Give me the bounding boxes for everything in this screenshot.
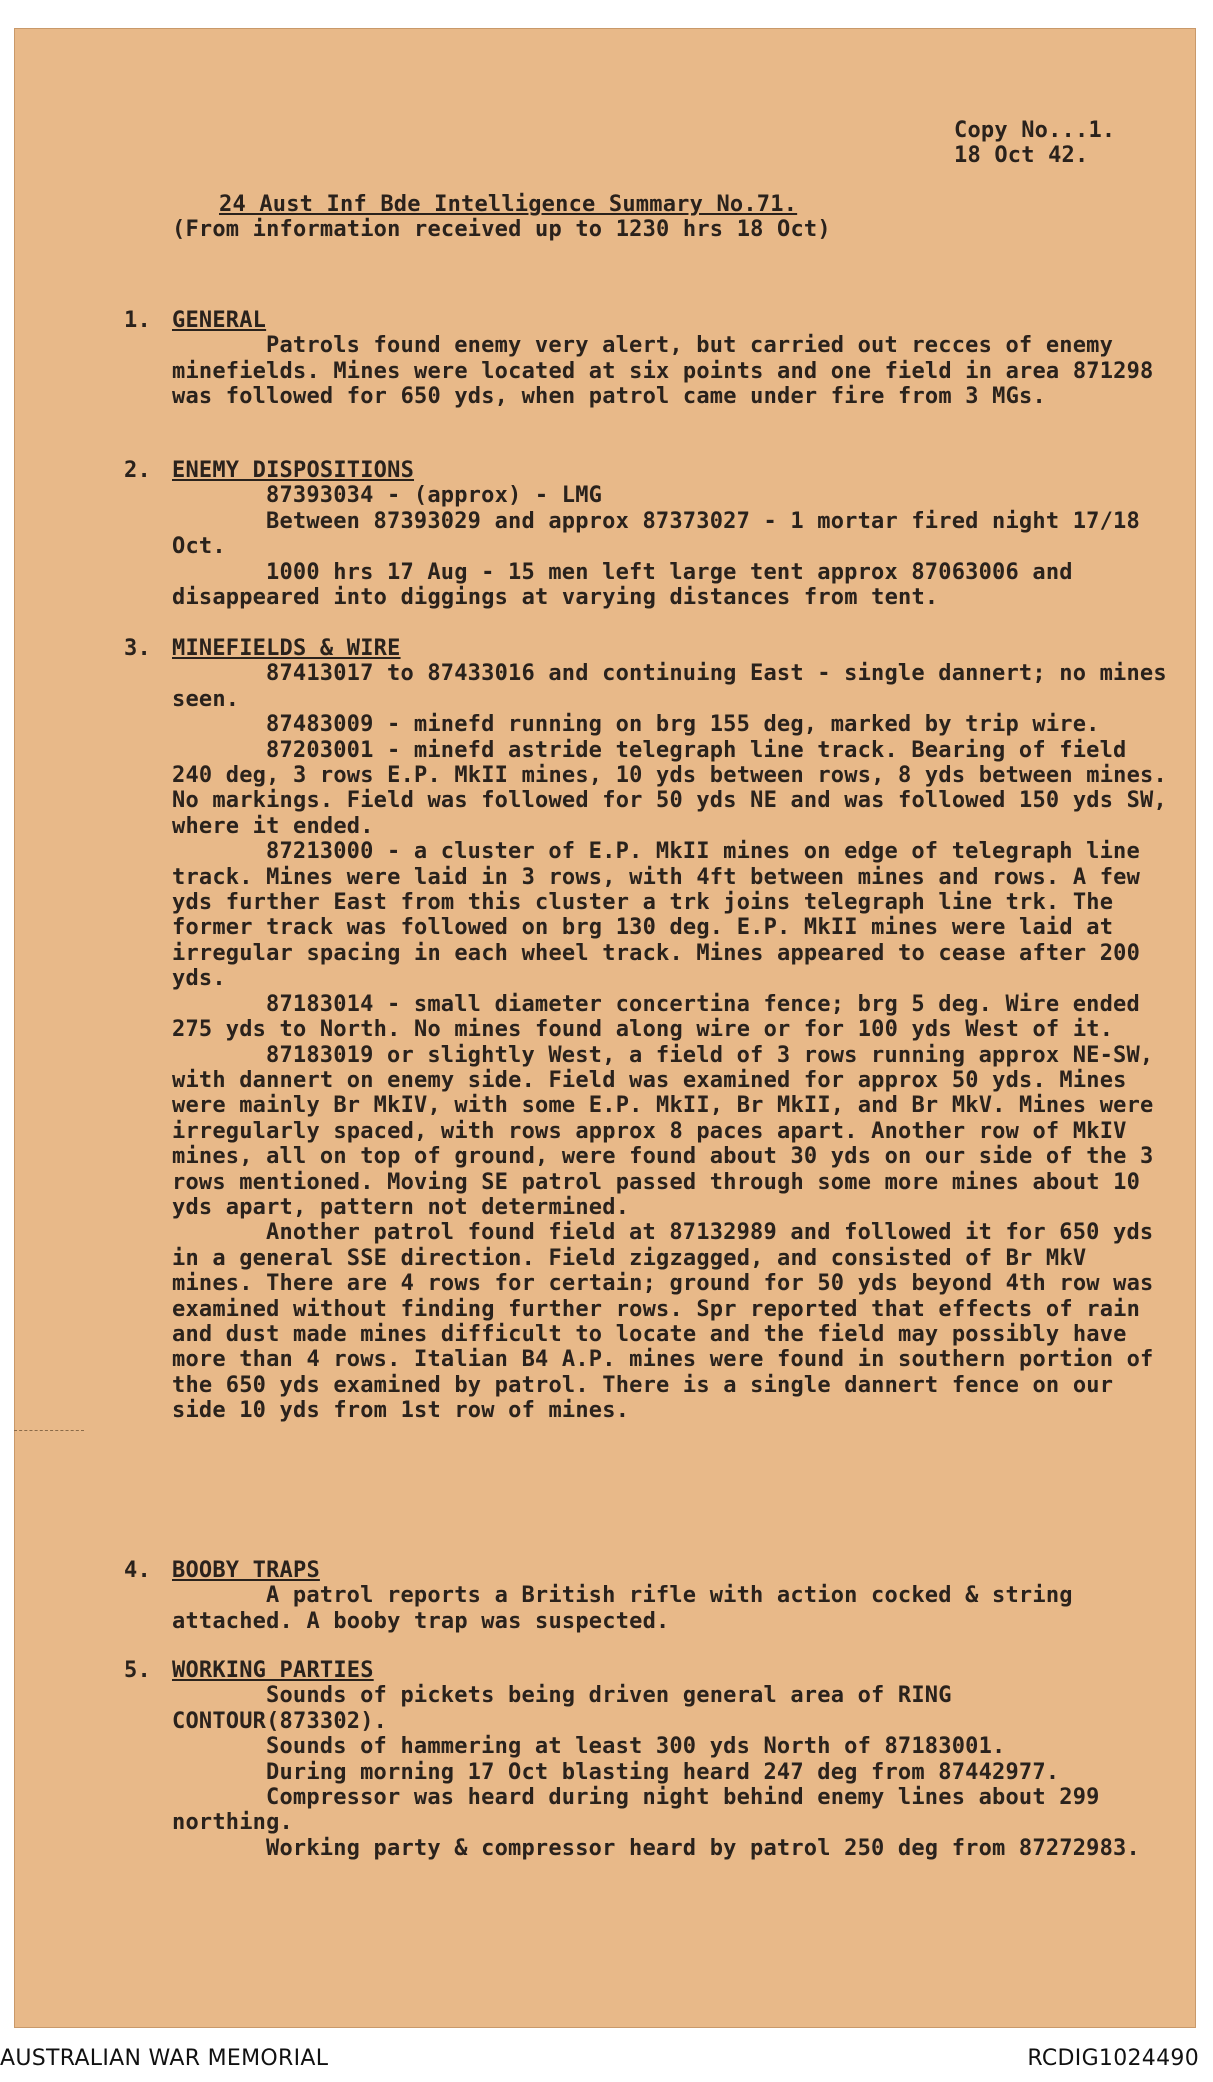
document-date: 18 Oct 42. xyxy=(954,143,1089,168)
paragraph xyxy=(124,1220,1174,1423)
document-sheet xyxy=(14,28,1196,2028)
paragraph-text: A patrol reports a British rifle with action cocked & string attached. A booby trap was suspected. xyxy=(172,1583,1073,1634)
section-number: 2. xyxy=(124,458,151,483)
paragraph-text: Sounds of hammering at least 300 yds North of 87183001. xyxy=(266,1734,1006,1760)
paragraph-text: 87183019 or slightly West, a field of 3 rows running approx NE-SW, with dannert on enemy side. Field was examined for approx 50 yds. Mines were mainly Br MkIV, with some E.P. MkII, Br MkII, and Br MkV. Mines were irregularly spaced, with rows approx 8 paces apart. Another row of MkIV mines, all on top of ground, were found about 30 yds on our side of the 3 rows mentioned. Moving SE patrol passed through some more mines about 10 yds apart, pattern not determined. xyxy=(172,1042,1154,1220)
paragraph xyxy=(124,1785,1174,1836)
section-enemy-dispositions xyxy=(124,458,1174,610)
paragraph-text: 87413017 to 87433016 and continuing East - single dannert; no mines seen. xyxy=(172,661,1167,712)
paragraph xyxy=(124,1043,1174,1221)
document-title: 24 Aust Inf Bde Intelligence Summary No.71. xyxy=(219,192,798,217)
section-title: BOOBY TRAPS xyxy=(172,1558,320,1583)
paragraph-text: 87183014 - small diameter concertina fence; brg 5 deg. Wire ended 275 yds to North. No mines found along wire or for 100 yds West of it. xyxy=(172,991,1140,1043)
section-heading xyxy=(124,636,1174,661)
archive-credit: AUSTRALIAN WAR MEMORIAL xyxy=(0,2046,329,2071)
paragraph xyxy=(124,1836,1174,1861)
archive-reference: RCDIG1024490 xyxy=(1027,2046,1199,2071)
paragraph xyxy=(124,839,1174,991)
copy-number-block xyxy=(954,118,1115,168)
section-number: 3. xyxy=(124,636,151,661)
paragraph xyxy=(124,509,1174,560)
paragraph-text: 1000 hrs 17 Aug - 15 men left large tent approx 87063006 and disappeared into diggings at varying distances from tent. xyxy=(172,559,1073,611)
section-working-parties xyxy=(124,1658,1174,1861)
section-title: MINEFIELDS & WIRE xyxy=(172,636,401,661)
typed-document xyxy=(14,28,1196,2028)
paragraph-text: Working party & compressor heard by patrol 250 deg from 87272983. xyxy=(266,1835,1140,1861)
paragraph-text: 87213000 - a cluster of E.P. MkII mines on edge of telegraph line track. Mines were laid in 3 rows, with 4ft between mines and rows. A few yds further East from this cluster a trk joins telegraph line trk. The former track was followed on brg 130 deg. E.P. MkII mines were laid at irregular spacing in each wheel track. Mines appeared to cease after 200 yds. xyxy=(172,839,1141,992)
section-general xyxy=(124,308,1174,410)
section-heading xyxy=(124,1558,1174,1583)
title-block xyxy=(172,192,831,242)
section-title: WORKING PARTIES xyxy=(172,1658,374,1683)
paragraph-text: 87483009 - minefd running on brg 155 deg, marked by trip wire. xyxy=(266,712,1100,738)
paragraph xyxy=(124,483,1174,508)
section-title: GENERAL xyxy=(172,308,267,333)
paragraph xyxy=(124,661,1174,712)
document-subtitle: (From information received up to 1230 hrs 18 Oct) xyxy=(172,217,831,242)
section-number: 1. xyxy=(124,308,151,333)
paragraph xyxy=(124,1760,1174,1785)
section-number: 4. xyxy=(124,1558,151,1583)
copy-number: Copy No...1. xyxy=(954,118,1116,143)
section-title: ENEMY DISPOSITIONS xyxy=(172,458,415,483)
paragraph-text: Between 87393029 and approx 87373027 - 1 mortar fired night 17/18 Oct. xyxy=(172,508,1140,560)
fold-mark xyxy=(14,1430,84,1431)
section-heading xyxy=(124,1658,1174,1683)
paragraph xyxy=(124,1683,1174,1734)
paragraph xyxy=(124,992,1174,1043)
section-booby-traps xyxy=(124,1558,1174,1634)
section-number: 5. xyxy=(124,1658,151,1683)
paragraph xyxy=(124,712,1174,737)
section-minefields-wire xyxy=(124,636,1174,1424)
paragraph-text: During morning 17 Oct blasting heard 247 deg from 87442977. xyxy=(266,1759,1060,1785)
paragraph xyxy=(124,738,1174,840)
section-heading xyxy=(124,458,1174,483)
paragraph xyxy=(124,333,1174,409)
section-heading xyxy=(124,308,1174,333)
paragraph-text: 87393034 - (approx) - LMG xyxy=(266,483,603,509)
paragraph xyxy=(124,560,1174,611)
paragraph xyxy=(124,1583,1174,1634)
paragraph xyxy=(124,1734,1174,1759)
paragraph-text: 87203001 - minefd astride telegraph line track. Bearing of field 240 deg, 3 rows E.P. MkII mines, 10 yds between rows, 8 yds between mines. No markings. Field was followed for 50 yds NE and was followed 150 yds SW, where it ended. xyxy=(172,737,1167,839)
paragraph-text: Another patrol found field at 87132989 and followed it for 650 yds in a general SSE direction. Field zigzagged, and consisted of Br MkV mines. There are 4 rows for certain; ground for 50 yds beyond 4th row was examined without finding further rows. Spr reported that effects of rain and dust made mines difficult to locate and the field may possibly have more than 4 rows. Italian B4 A.P. mines were found in southern portion of the 650 yds examined by patrol. There is a single dannert fence on our side 10 yds from 1st row of mines. xyxy=(172,1220,1154,1424)
paragraph-text: Patrols found enemy very alert, but carried out recces of enemy minefields. Mines were located at six points and one field in area 871298 was followed for 650 yds, when patrol came under fire from 3 MGs. xyxy=(172,333,1154,410)
paragraph-text: Sounds of pickets being driven general area of RING CONTOUR(873302). xyxy=(172,1683,952,1734)
paragraph-text: Compressor was heard during night behind enemy lines about 299 northing. xyxy=(172,1785,1100,1836)
